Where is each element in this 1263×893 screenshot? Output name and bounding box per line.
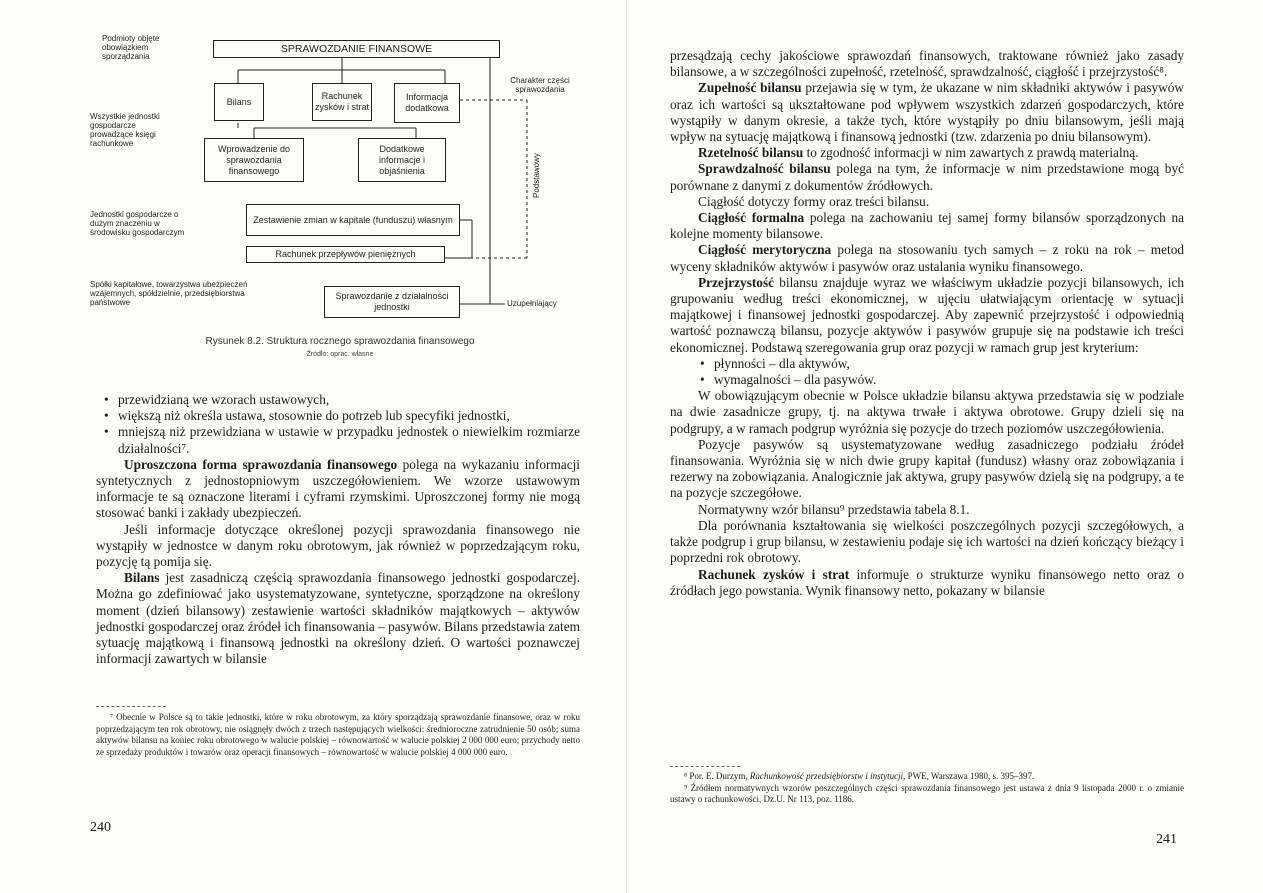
paragraph-jesli: Jeśli informacje dotyczące określonej pozycji sprawozdania finansowego nie wystąpiły w jednostce w danym roku obrotowym, jak również w poprzedzającym roku, pozycję tą pomija się. [96,521,580,570]
list-item: • mniejszą niż przewidziana w ustawie w przypadku jednostek o niewielkim rozmiarze działalności⁷. [118,424,580,456]
label-podmioty: Podmioty objęte obowiązkiem sporządzania [102,34,160,61]
paragraph-ciaglosc-formalna: Ciągłość formalna polega na zachowaniu tej samej formy bilansów sporządzonych na kolejne momenty bilansowe. [670,210,1184,242]
label-spolki: Spółki kapitałowe, towarzystwa ubezpieczeń wzajemnych, spółdzielnie, przedsiębiorstwa państwowe [90,280,248,307]
paragraph-wzor: Normatywny wzór bilansu⁹ przedstawia tabela 8.1. [698,501,970,517]
box-zestawienie-zmian: Zestawienie zmian w kapitale (funduszu) własnym [246,204,460,236]
box-przeplywy: Rachunek przepływów pieniężnych [246,246,445,263]
box-rachunek-zyskow: Rachunek zysków i strat [312,83,372,121]
paragraph-uproszczona: Uproszczona forma sprawozdania finansowego polega na wykazaniu informacji syntetycznych z jednostopniowym uszczegółowieniem. We wzorze ustawowym informacje te są oznaczone literami i cyframi rzymskimi. Uproszczonej formy nie mogą stosować banki i zakłady ubezpieczeń. [96,456,580,521]
list-item: • przewidzianą we wzorach ustawowych, [118,392,580,408]
footnote-8: ⁸ Por. E. Durzym, Rachunkowość przedsiębiorstw i instytucji, PWE, Warszawa 1980, s. 395–397. [684,771,1035,781]
figure-caption: Rysunek 8.2. Struktura rocznego sprawozdania finansowego [205,336,475,347]
box-dodatkowe-informacje: Dodatkowe informacje i objaśnienia [358,138,446,182]
right-body [670,48,1184,599]
paragraph-pasywa: Pozycje pasywów są usystematyzowane według zasadniczego podziału źródeł finansowania. Wyróżnia się w nich dwie grupy kapitał (fundusz) własny oraz zobowiązania i rezerwy na zobowiązania. Analogicznie jak aktywa, grupy pasywów dzielą się na podgrupy, a te na pozycje szczegółowe. [670,436,1184,501]
paragraph-przejrzystosc: Przejrzystość bilansu znajduje wyraz we właściwym układzie pozycji bilansowych, ich grupowaniu według treści ekonomicznej, w ujęciu ułatwiającym orientację w sytuacji majątkowej i finansowej jednostki gospodarczej. Aby zapewnić przejrzystość i odpowiednią wartość poznawczą bilansu, pozycje aktywów i pasywów grupuje się na podstawie ich treści ekonomicznej. Podstawą szeregowania grup oraz pozycji w ramach grup jest kryterium: [670,274,1184,355]
footnote-7: ⁷ Obecnie w Polsce są to takie jednostki, które w roku obrotowym, za który sporządzają sprawozdanie finansowe, oraz w roku poprzedzającym ten rok obrotowy, nie osiągnęły dwóch z trzech następujących wielkości: średnioroczne zatrudnienie 50 osób; suma aktywów bilansu na koniec roku obrotowego w walucie polskiej – równowartość w walucie polskiej 2 000 000 euro; przychody netto ze sprzedaży produktów i towarów oraz operacji finansowych – równowartość w walucie polskiej 4 000 000 euro. [96,712,580,757]
paragraph-ciaglosc-merytoryczna: Ciągłość merytoryczna polega na stosowaniu tych samych – z roku na rok – metod wyceny składników aktywów i pasywów oraz ustalania wyniku finansowego. [670,242,1184,274]
label-charakter: Charakter części sprawozdania [510,76,570,94]
box-wprowadzenie: Wprowadzenie do sprawozdania finansowego [204,138,304,182]
footnote-separator [96,706,166,707]
list-item: • większą niż określa ustawa, stosownie do potrzeb lub specyfiki jednostki, [118,408,580,424]
page-number-left: 240 [90,820,111,835]
left-page [0,0,620,893]
box-sprawozdanie-z-dzialalnosci: Sprawozdanie z działalności jednostki [324,286,460,318]
paragraph-rachunek: Rachunek zysków i strat informuje o strukturze wyniku finansowego netto oraz o źródłach jego powstania. Wynik finansowy netto, pokazany w bilansie [670,566,1185,598]
paragraph-sprawdzalnosc: Sprawdzalność bilansu polega na tym, że informacje w nim przedstawione mogą być porównane z danymi z dokumentów źródłowych. [670,161,1184,193]
footnote-9: ⁹ Źródłem normatywnych wzorów poszczególnych części sprawozdania finansowego jest ustawa z dnia 9 listopada 2000 r. o zmianie ustawy o rachunkowości, Dz.U. Nr 113, poz. 1186. [670,782,1184,804]
label-podstawowy: Podstawowy [532,153,541,198]
right-page [632,0,1263,893]
list-item: • wymagalności – dla pasywów. [714,372,1184,388]
figure-source: Źródło: oprac. własne [306,351,374,358]
box-informacja-dodatkowa: Informacja dodatkowa [394,83,460,123]
box-sprawozdanie-finansowe: SPRAWOZDANIE FINANSOWE [213,40,500,58]
box-bilans: Bilans [214,83,264,121]
left-bullet-list [96,392,580,457]
list-item: • płynności – dla aktywów, [714,356,1184,372]
paragraph-przesadzaja: przesądzają cechy jakościowe sprawozdań finansowych, traktowane również jako zasady bilansowe, a w szczególności zupełność, rzetelność, sprawdzalność, ciągłość i przejrzystość⁸. [670,48,1184,80]
footnote-separator [670,766,740,767]
page-number-right: 241 [1156,832,1177,847]
label-wszystkie: Wszystkie jednostki gospodarcze prowadzące księgi rachunkowe [90,112,160,148]
paragraph-uklad: W obowiązującym obecnie w Polsce układzie bilansu aktywa przedstawia się w podziale na dwie zasadnicze grupy, tj. na aktywa trwałe i aktywa obrotowe. Grupy dzieli się na podgrupy, a w ramach podgrup wyróżnia się pozycje do trzech poziomów uszczegółowienia. [670,388,1184,436]
right-bullet-list [670,356,1184,388]
paragraph-ciaglosc: Ciągłość dotyczy formy oraz treści bilansu. [698,193,930,209]
paragraph-zupelnosc: Zupełność bilansu przejawia się w tym, że ukazane w nim składniki aktywów i pasywów oraz ich wartości są ukształtowane pod wpływem wszystkich zdarzeń gospodarczych, które wystąpiły w danym okresie, a także tych, które wystąpiły po dniu bilansowym, jeśli mają wpływ na sytuację majątkową i finansową jednostki (tzw. zdarzenia po dniu bilansowym). [670,80,1184,145]
structure-diagram [80,28,600,368]
paragraph-rzetelnosc: Rzetelność bilansu to zgodność informacji w nim zawartych z prawdą materialną. [698,145,1139,161]
label-uzupelniajacy: Uzupełniający [507,299,557,308]
left-body [96,392,580,667]
page-gutter [626,0,627,893]
label-jednostki: Jednostki gospodarcze o dużym znaczeniu w środowisku gospodarczym [90,210,185,237]
paragraph-bilans: Bilans jest zasadniczą częścią sprawozdania finansowego jednostki gospodarczej. Można go zdefiniować jako usystematyzowane, syntetyczne, sporządzone na określony moment (dzień bilansowy) zestawienie wartości składników majątkowych – aktywów jednostki gospodarczej oraz źródeł ich finansowania – pasywów. Bilans przedstawia zatem sytuację majątkową i finansową jednostki na określony dzień. O wartości poznawczej informacji zawartych w bilansie [96,570,580,667]
paragraph-porownanie: Dla porównania kształtowania się wielkości poszczególnych pozycji szczegółowych, a także podgrup i grup bilansu, w zestawieniu podaje się ich wartości na dzień kończący bieżący i poprzedni rok obrotowy. [670,517,1184,566]
footnotes-right [670,771,1184,806]
